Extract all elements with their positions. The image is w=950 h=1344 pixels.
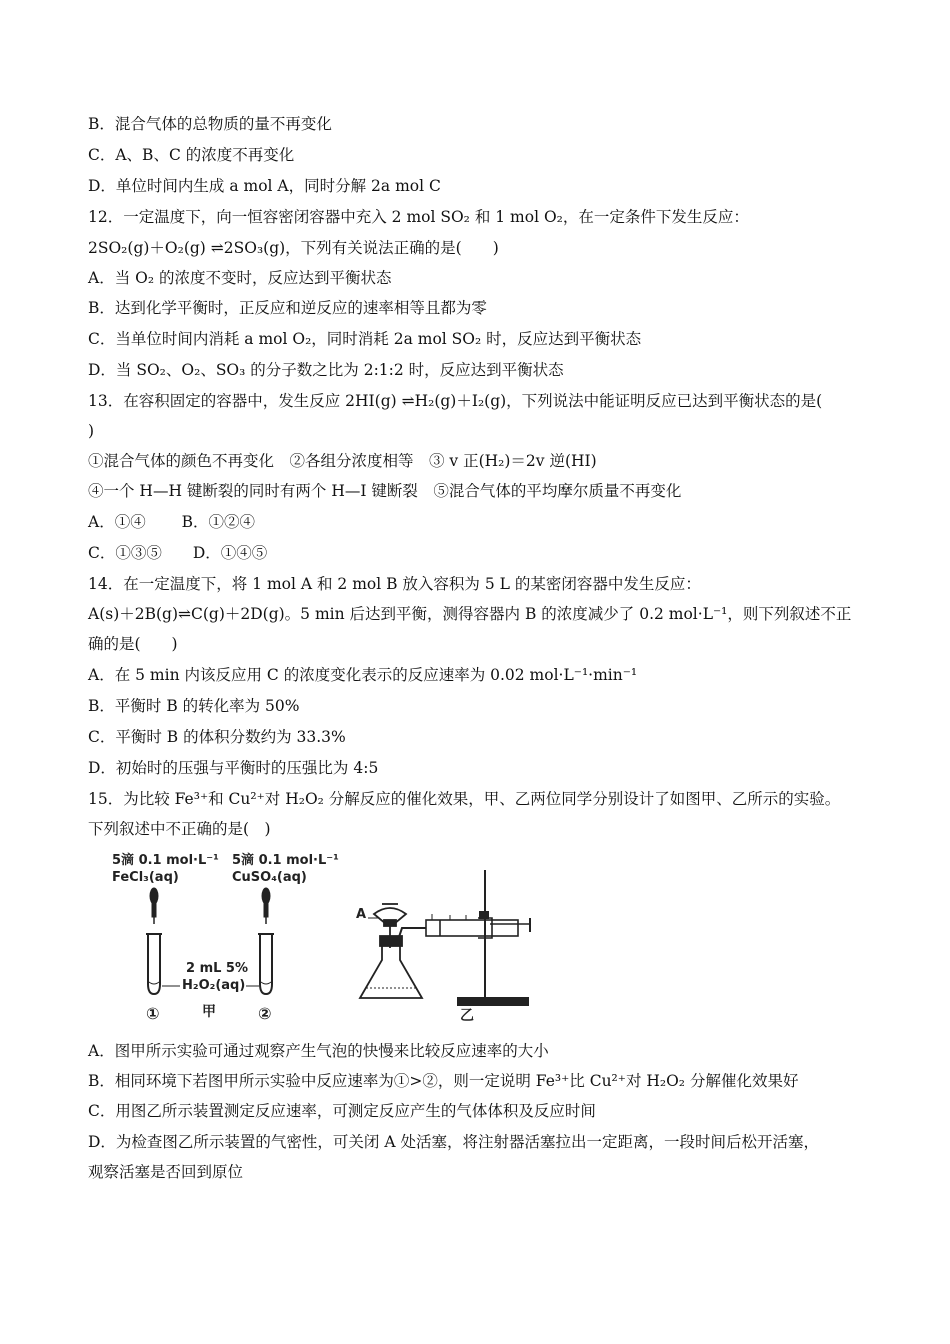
q12-option-a: A．当 O₂ 的浓度不变时，反应达到平衡状态 xyxy=(88,269,392,287)
q11-option-c: C．A、B、C 的浓度不再变化 xyxy=(88,146,295,164)
q14-stem-line2: A(s)＋2B(g)⇌C(g)＋2D(g)。5 min 后达到平衡，测得容器内 B 的浓度减少了 0.2 mol·L⁻¹，则下列叙述不正 xyxy=(88,605,852,623)
q15-option-b: B．相同环境下若图甲所示实验中反应速率为①>②，则一定说明 Fe³⁺比 Cu²⁺对 H₂O₂ 分解催化效果好 xyxy=(88,1072,799,1090)
q12-stem-line1: 12．一定温度下，向一恒容密闭容器中充入 2 mol SO₂ 和 1 mol O₂，在一定条件下发生反应： xyxy=(88,208,749,226)
h2o2-label-line2: H₂O₂(aq) xyxy=(182,978,246,993)
reagent1-label-line2: FeCl₃(aq) xyxy=(112,870,179,885)
q13-stem-line1: 13．在容积固定的容器中，发生反应 2HI(g) ⇌H₂(g)＋I₂(g)，下列说法中能证明反应已达到平衡状态的是( xyxy=(88,392,823,410)
test-tube-1 xyxy=(146,934,162,994)
q13-options-cd: C．①③⑤ D．①④⑤ xyxy=(88,544,268,562)
iron-stand xyxy=(458,870,528,1005)
conical-flask xyxy=(360,936,422,998)
q14-option-a: A．在 5 min 内该反应用 C 的浓度变化表示的反应速率为 0.02 mol·L⁻¹·min⁻¹ xyxy=(88,666,638,684)
tube1-label: ① xyxy=(146,1004,160,1023)
test-tube-2 xyxy=(258,934,274,994)
q14-option-d: D．初始时的压强与平衡时的压强比为 4:5 xyxy=(88,759,379,777)
q12-option-d: D．当 SO₂、O₂、SO₃ 的分子数之比为 2:1:2 时，反应达到平衡状态 xyxy=(88,361,564,379)
q14-option-c: C．平衡时 B 的体积分数约为 33.3% xyxy=(88,728,346,746)
q14-stem-line1: 14．在一定温度下，将 1 mol A 和 2 mol B 放入容积为 5 L 的某密闭容器中发生反应： xyxy=(88,575,701,593)
q14-stem-line3: 确的是( ) xyxy=(88,635,178,653)
q15-option-a: A．图甲所示实验可通过观察产生气泡的快慢来比较反应速率的大小 xyxy=(88,1042,549,1060)
figure-yi-label: 乙 xyxy=(460,1008,474,1024)
reagent2-label-line2: CuSO₄(aq) xyxy=(232,870,307,885)
experiment-figure xyxy=(110,848,540,1026)
q13-statements-2: ④一个 H—H 键断裂的同时有两个 H—I 键断裂 ⑤混合气体的平均摩尔质量不再变化 xyxy=(88,482,682,500)
q15-stem-line1: 15．为比较 Fe³⁺和 Cu²⁺对 H₂O₂ 分解反应的催化效果，甲、乙两位同学分别设计了如图甲、乙所示的实验。 xyxy=(88,790,841,808)
q11-option-d: D．单位时间内生成 a mol A，同时分解 2a mol C xyxy=(88,177,441,195)
q13-options-ab: A．①④ B．①②④ xyxy=(88,513,256,531)
q13-stem-line2: ) xyxy=(88,422,95,440)
reagent2-label-line1: 5滴 0.1 mol·L⁻¹ xyxy=(232,853,339,868)
q11-option-b: B．混合气体的总物质的量不再变化 xyxy=(88,115,332,133)
tube2-label: ② xyxy=(258,1004,272,1023)
reagent1-label-line1: 5滴 0.1 mol·L⁻¹ xyxy=(112,853,219,868)
q12-stem-line2: 2SO₂(g)＋O₂(g) ⇌2SO₃(g)，下列有关说法正确的是( ) xyxy=(88,239,499,257)
q12-option-b: B．达到化学平衡时，正反应和逆反应的速率相等且都为零 xyxy=(88,299,487,317)
dropper-1 xyxy=(150,888,158,924)
figure-jia-label: 甲 xyxy=(202,1004,216,1020)
valve-a-label: A xyxy=(356,907,367,922)
h2o2-label-line1: 2 mL 5% xyxy=(186,961,248,976)
q15-option-d-line2: 观察活塞是否回到原位 xyxy=(88,1163,244,1181)
q15-stem-line2: 下列叙述中不正确的是( ) xyxy=(88,820,271,838)
q15-option-d-line1: D．为检查图乙所示装置的气密性，可关闭 A 处活塞，将注射器活塞拉出一定距离，一段时间后松开活塞， xyxy=(88,1133,819,1151)
q13-statements-1: ①混合气体的颜色不再变化 ②各组分浓度相等 ③ v 正(H₂)＝2v 逆(HI) xyxy=(88,452,597,470)
dropper-2 xyxy=(262,888,270,924)
q14-option-b: B．平衡时 B 的转化率为 50% xyxy=(88,697,300,715)
q12-option-c: C．当单位时间内消耗 a mol O₂，同时消耗 2a mol SO₂ 时，反应达到平衡状态 xyxy=(88,330,642,348)
q15-option-c: C．用图乙所示装置测定反应速率，可测定反应产生的气体体积及反应时间 xyxy=(88,1102,596,1120)
